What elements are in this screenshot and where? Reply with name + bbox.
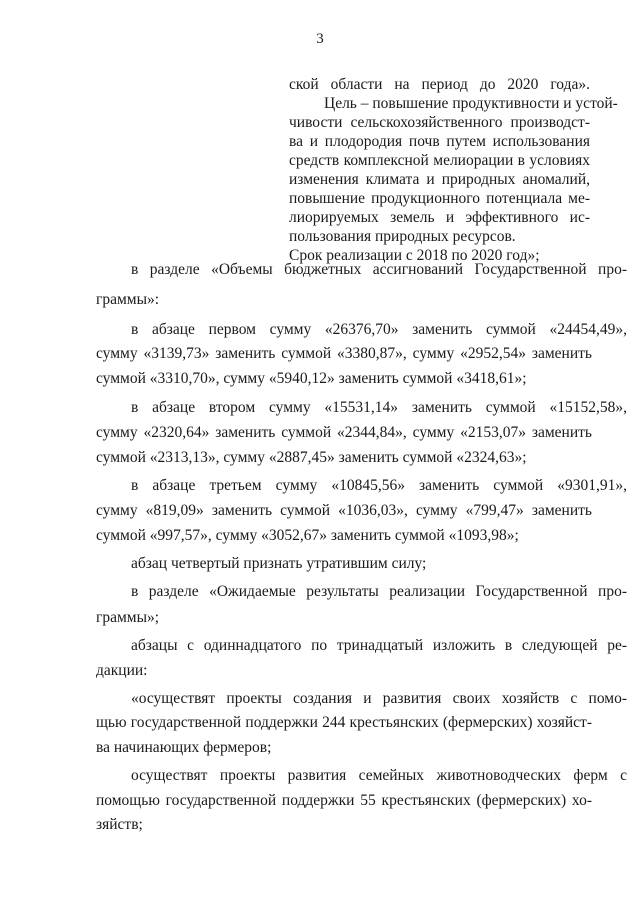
text-line: лиорируемых земель и эффективного ис- [289,209,590,226]
text-line: сумму «819,09» заменить суммой «1036,03», сумму «799,47» заменить [96,502,592,519]
text-line: средств комплексной мелиорации в условиях [289,152,590,169]
program-goal-block [289,75,618,265]
text-line: в абзаце третьем сумму «10845,56» заменить суммой «9301,91», [131,477,627,494]
text-line: Цель – повышение продуктивности и устой- [324,95,618,112]
text-line: сумму «2320,64» заменить суммой «2344,84», сумму «2153,07» заменить [96,424,592,441]
text-line: зяйств; [96,816,143,833]
text-line: пользования природных ресурсов. [289,228,516,245]
text-line: ва и плодородия почв путем использования [289,133,590,150]
text-line: осуществят проекты развития семейных животноводческих ферм с [131,767,627,784]
text-line: помощью государственной поддержки 55 крестьянских (фермерских) хо- [96,792,592,809]
text-line: ской области на период до 2020 года». [289,76,590,93]
text-line: граммы»; [96,609,160,626]
text-line: в абзаце втором сумму «15531,14» заменить суммой «15152,58», [131,399,627,416]
text-line: щью государственной поддержки 244 крестьянских (фермерских) хозяйст- [96,714,592,731]
text-line: абзац четвертый признать утратившим силу; [131,555,427,572]
text-line: в абзаце первом сумму «26376,70» заменить суммой «24454,49», [131,321,627,338]
text-line: дакции: [96,662,148,679]
text-line: суммой «2313,13», сумму «2887,45» заменить суммой «2324,63»; [96,449,527,466]
text-line: ва начинающих фермеров; [96,739,272,756]
text-line: повышение продукционного потенциала ме- [289,190,590,207]
text-line: «осуществят проекты создания и развития своих хозяйств с помо- [131,690,627,707]
page-number: 3 [316,31,324,47]
text-line: граммы»: [96,291,160,308]
text-line: Срок реализации с 2018 по 2020 год»; [289,247,540,264]
text-line: чивости сельскохозяйственного производст- [289,114,590,131]
text-line: суммой «3310,70», сумму «5940,12» заменить суммой «3418,61»; [96,370,527,387]
text-line: сумму «3139,73» заменить суммой «3380,87», сумму «2952,54» заменить [96,345,592,362]
text-line: в разделе «Объемы бюджетных ассигнований Государственной про- [131,261,627,278]
text-line: абзацы с одиннадцатого по тринадцатый изложить в следующей ре- [131,637,627,654]
text-line: в разделе «Ожидаемые результаты реализации Государственной про- [131,583,627,600]
text-line: суммой «997,57», сумму «3052,67» заменить суммой «1093,98»; [96,527,519,544]
text-line: изменения климата и природных аномалий, [289,171,590,188]
